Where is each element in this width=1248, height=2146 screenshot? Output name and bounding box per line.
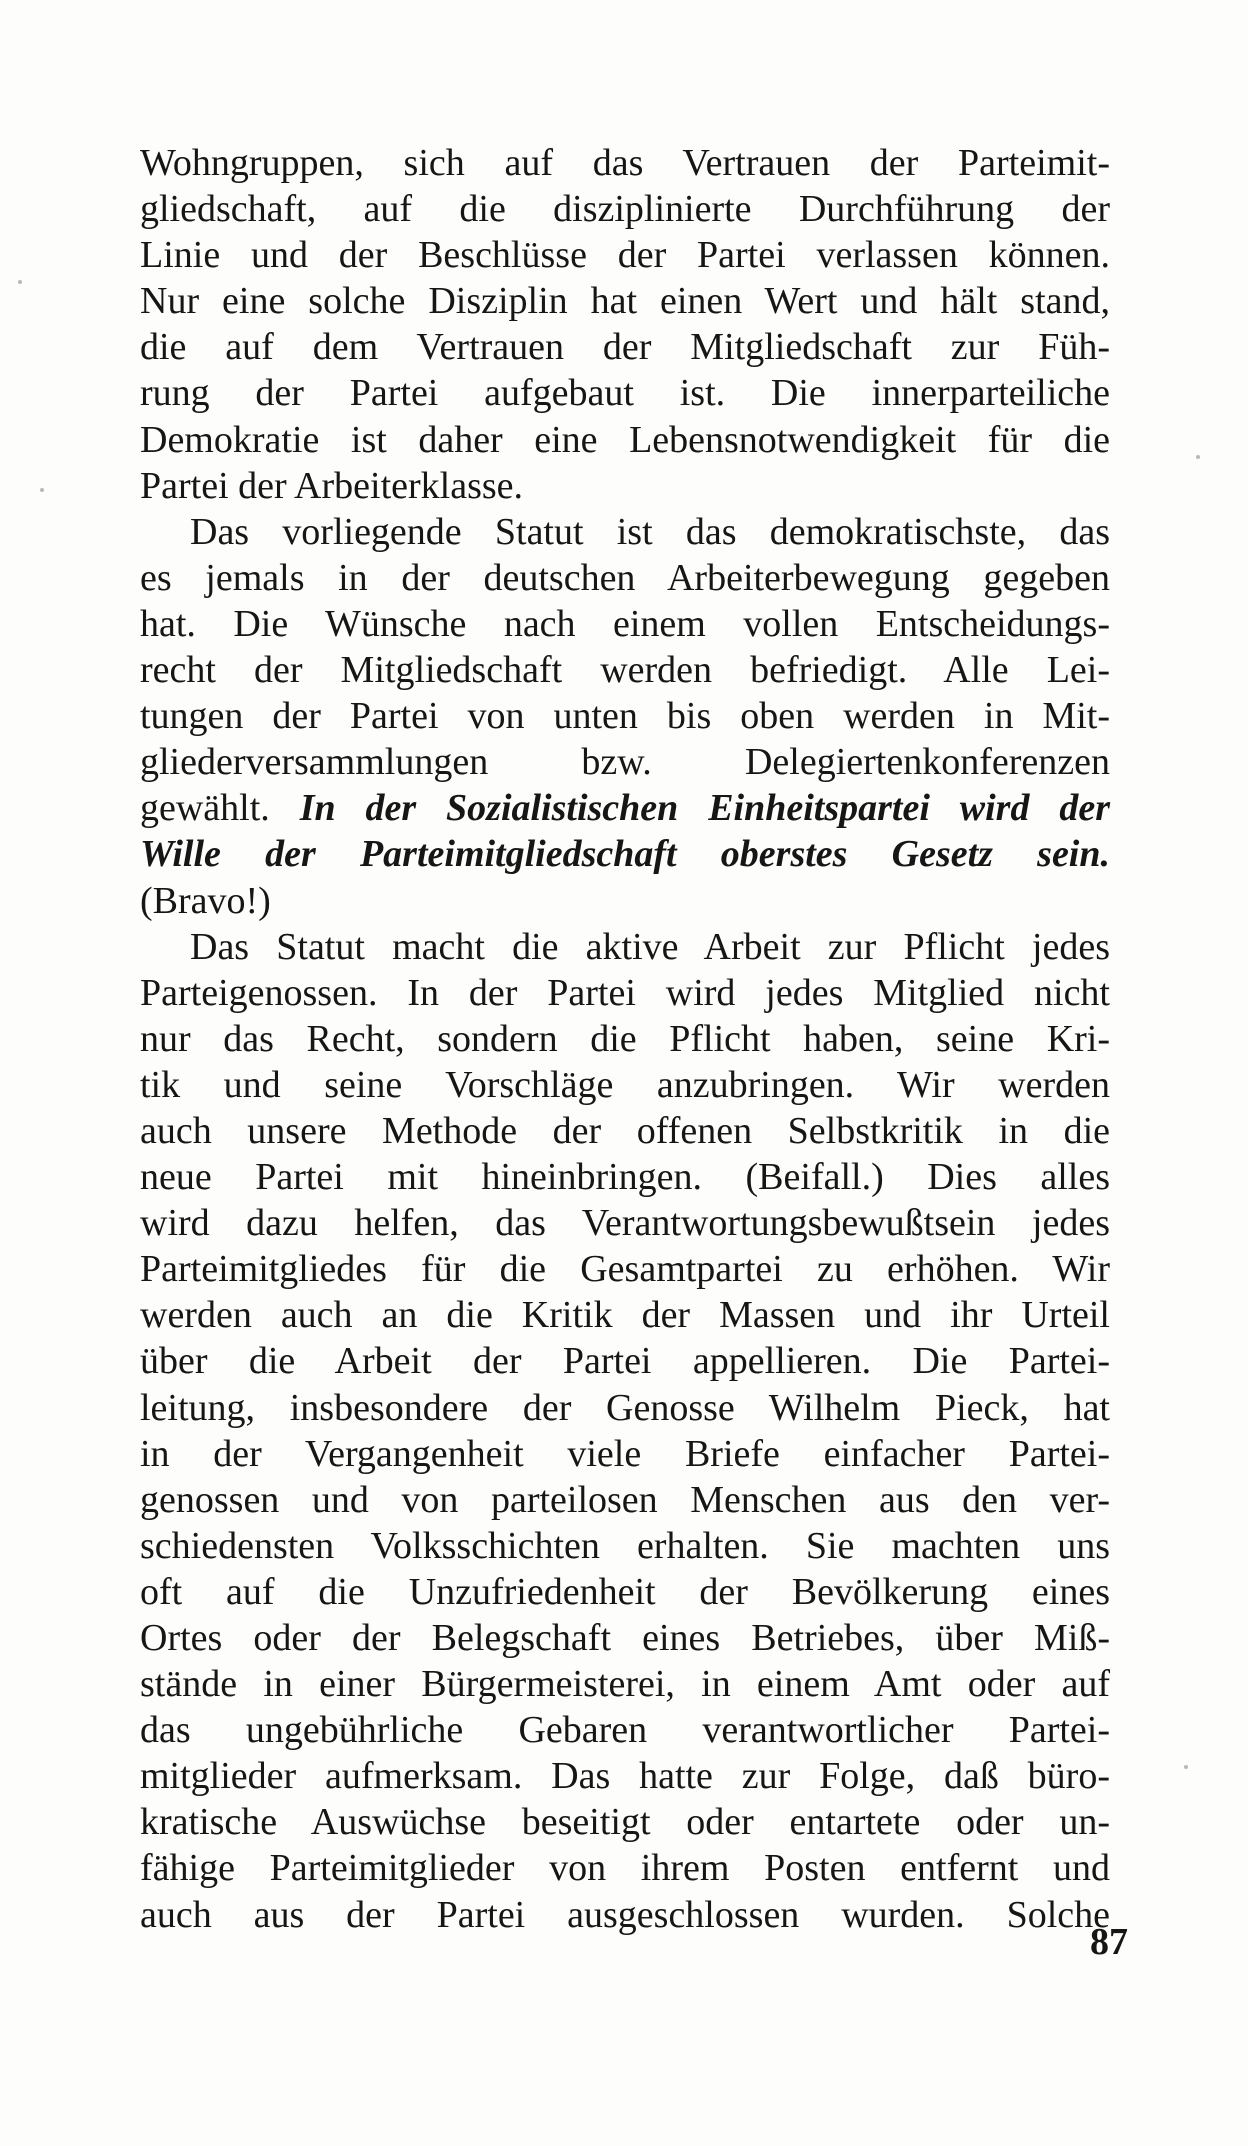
text-line [140, 970, 1110, 1016]
text-line [140, 1477, 1110, 1523]
line-text: wird dazu helfen, das Verantwortungsbewußtsein jedes [140, 1202, 1110, 1245]
line-text: mitglieder aufmerksam. Das hatte zur Folge, daß büro- [140, 1755, 1110, 1798]
line-text: Das vorliegende Statut ist das demokratischste, das [190, 510, 1110, 553]
text-line [140, 647, 1110, 693]
text-line [140, 463, 1110, 509]
text-line [140, 1154, 1110, 1200]
line-text: recht der Mitgliedschaft werden befriedigt. Alle Lei- [140, 649, 1110, 692]
text-line [140, 924, 1110, 970]
text-line [140, 278, 1110, 324]
text-line [140, 1338, 1110, 1384]
line-text: tungen der Partei von unten bis oben werden in Mit- [140, 695, 1110, 738]
line-text: über die Arbeit der Partei appellieren. Die Partei- [140, 1340, 1110, 1383]
line-text: Ortes oder der Belegschaft eines Betriebes, über Miß- [140, 1617, 1110, 1659]
text-line [140, 1753, 1110, 1799]
text-line [140, 693, 1110, 739]
text-line [140, 140, 1110, 186]
line-text: die auf dem Vertrauen der Mitgliedschaft zur Füh- [140, 326, 1110, 369]
text-line [140, 831, 1110, 877]
text-line [140, 1062, 1110, 1108]
line-text: fähige Parteimitglieder von ihrem Posten entfernt und [140, 1847, 1110, 1890]
text-line [140, 1523, 1110, 1569]
line-text: Nur eine solche Disziplin hat einen Wert und hält stand, [140, 280, 1110, 323]
line-text: auch unsere Methode der offenen Selbstkritik in die [140, 1109, 1110, 1152]
line-text: stände in einer Bürgermeisterei, in einem Amt oder auf [140, 1663, 1110, 1706]
line-text: genossen und von parteilosen Menschen aus den ver- [140, 1478, 1110, 1521]
text-line [140, 1200, 1110, 1246]
text-line [140, 1108, 1110, 1154]
line-text: gliedschaft, auf die disziplinierte Durchführung der [140, 188, 1110, 231]
text-line [140, 232, 1110, 278]
text-line [140, 509, 1110, 555]
page-number: 87 [1090, 1921, 1128, 1963]
line-text: kratische Auswüchse beseitigt oder entartete oder un- [140, 1801, 1110, 1844]
scan-speck [18, 280, 22, 284]
line-text: Das Statut macht die aktive Arbeit zur Pflicht jedes [190, 925, 1110, 968]
line-text: (Bravo!) [140, 879, 271, 922]
line-text: leitung, insbesondere der Genosse Wilhelm Pieck, hat [140, 1386, 1110, 1429]
line-text: schiedensten Volksschichten erhalten. Sie machten uns [140, 1524, 1110, 1567]
line-text: rung der Partei aufgebaut ist. Die innerparteiliche [140, 372, 1110, 415]
line-text: gliederversammlungen bzw. Delegiertenkonferenzen [140, 741, 1110, 784]
line-text: tik und seine Vorschläge anzubringen. Wir werden [140, 1063, 1110, 1106]
line-text: Linie und der Beschlüsse der Partei verlassen können. [140, 234, 1110, 277]
line-text: es jemals in der deutschen Arbeiterbewegung gegeben [140, 556, 1110, 599]
text-line [140, 601, 1110, 647]
scan-speck [1196, 455, 1200, 459]
text-line [140, 1661, 1110, 1707]
scan-speck [40, 488, 44, 492]
line-text: oft auf die Unzufriedenheit der Bevölkerung eines [140, 1570, 1110, 1613]
text-line [140, 1799, 1110, 1845]
line-text: Demokratie ist daher eine Lebensnotwendigkeit für die [140, 418, 1110, 461]
line-text: gewählt. [140, 787, 270, 830]
body-text [140, 140, 1110, 1938]
line-text: in der Vergangenheit viele Briefe einfacher Partei- [140, 1432, 1110, 1475]
line-text: werden auch an die Kritik der Massen und ihr Urteil [140, 1294, 1110, 1337]
text-line [140, 186, 1110, 232]
line-text: auch aus der Partei ausgeschlossen wurden. Solche [140, 1893, 1110, 1936]
text-line [140, 555, 1110, 601]
line-text: hat. Die Wünsche nach einem vollen Entscheidungs- [140, 602, 1110, 645]
text-line [140, 1615, 1110, 1661]
text-line [140, 1845, 1110, 1891]
text-line [140, 370, 1110, 416]
line-text: Wohngruppen, sich auf das Vertrauen der Parteimit- [140, 142, 1110, 184]
line-text: Parteigenossen. In der Partei wird jedes Mitglied nicht [140, 971, 1110, 1014]
line-text: Partei der Arbeiterklasse. [140, 464, 524, 507]
text-line [140, 417, 1110, 463]
line-text: Parteimitgliedes für die Gesamtpartei zu erhöhen. Wir [140, 1248, 1110, 1291]
text-line [140, 739, 1110, 785]
text-line [140, 1431, 1110, 1477]
text-line [140, 1385, 1110, 1431]
line-text: das ungebührliche Gebaren verantwortlicher Partei- [140, 1709, 1110, 1752]
text-line [140, 1246, 1110, 1292]
emphasized-text: In der Sozialistischen Einheitspartei wird der [299, 787, 1111, 830]
text-line [140, 878, 1110, 924]
line-text: nur das Recht, sondern die Pflicht haben, seine Kri- [140, 1017, 1110, 1060]
text-line [140, 1292, 1110, 1338]
text-line [140, 324, 1110, 370]
emphasized-text: Wille der Parteimitgliedschaft oberstes Gesetz sein. [140, 833, 1110, 876]
text-line [140, 1707, 1110, 1753]
line-text: neue Partei mit hineinbringen. (Beifall.) Dies alles [140, 1156, 1110, 1199]
text-line [140, 1569, 1110, 1615]
scan-speck [1184, 1765, 1188, 1769]
text-line [140, 785, 1110, 831]
text-line [140, 1892, 1110, 1938]
text-line [140, 1016, 1110, 1062]
